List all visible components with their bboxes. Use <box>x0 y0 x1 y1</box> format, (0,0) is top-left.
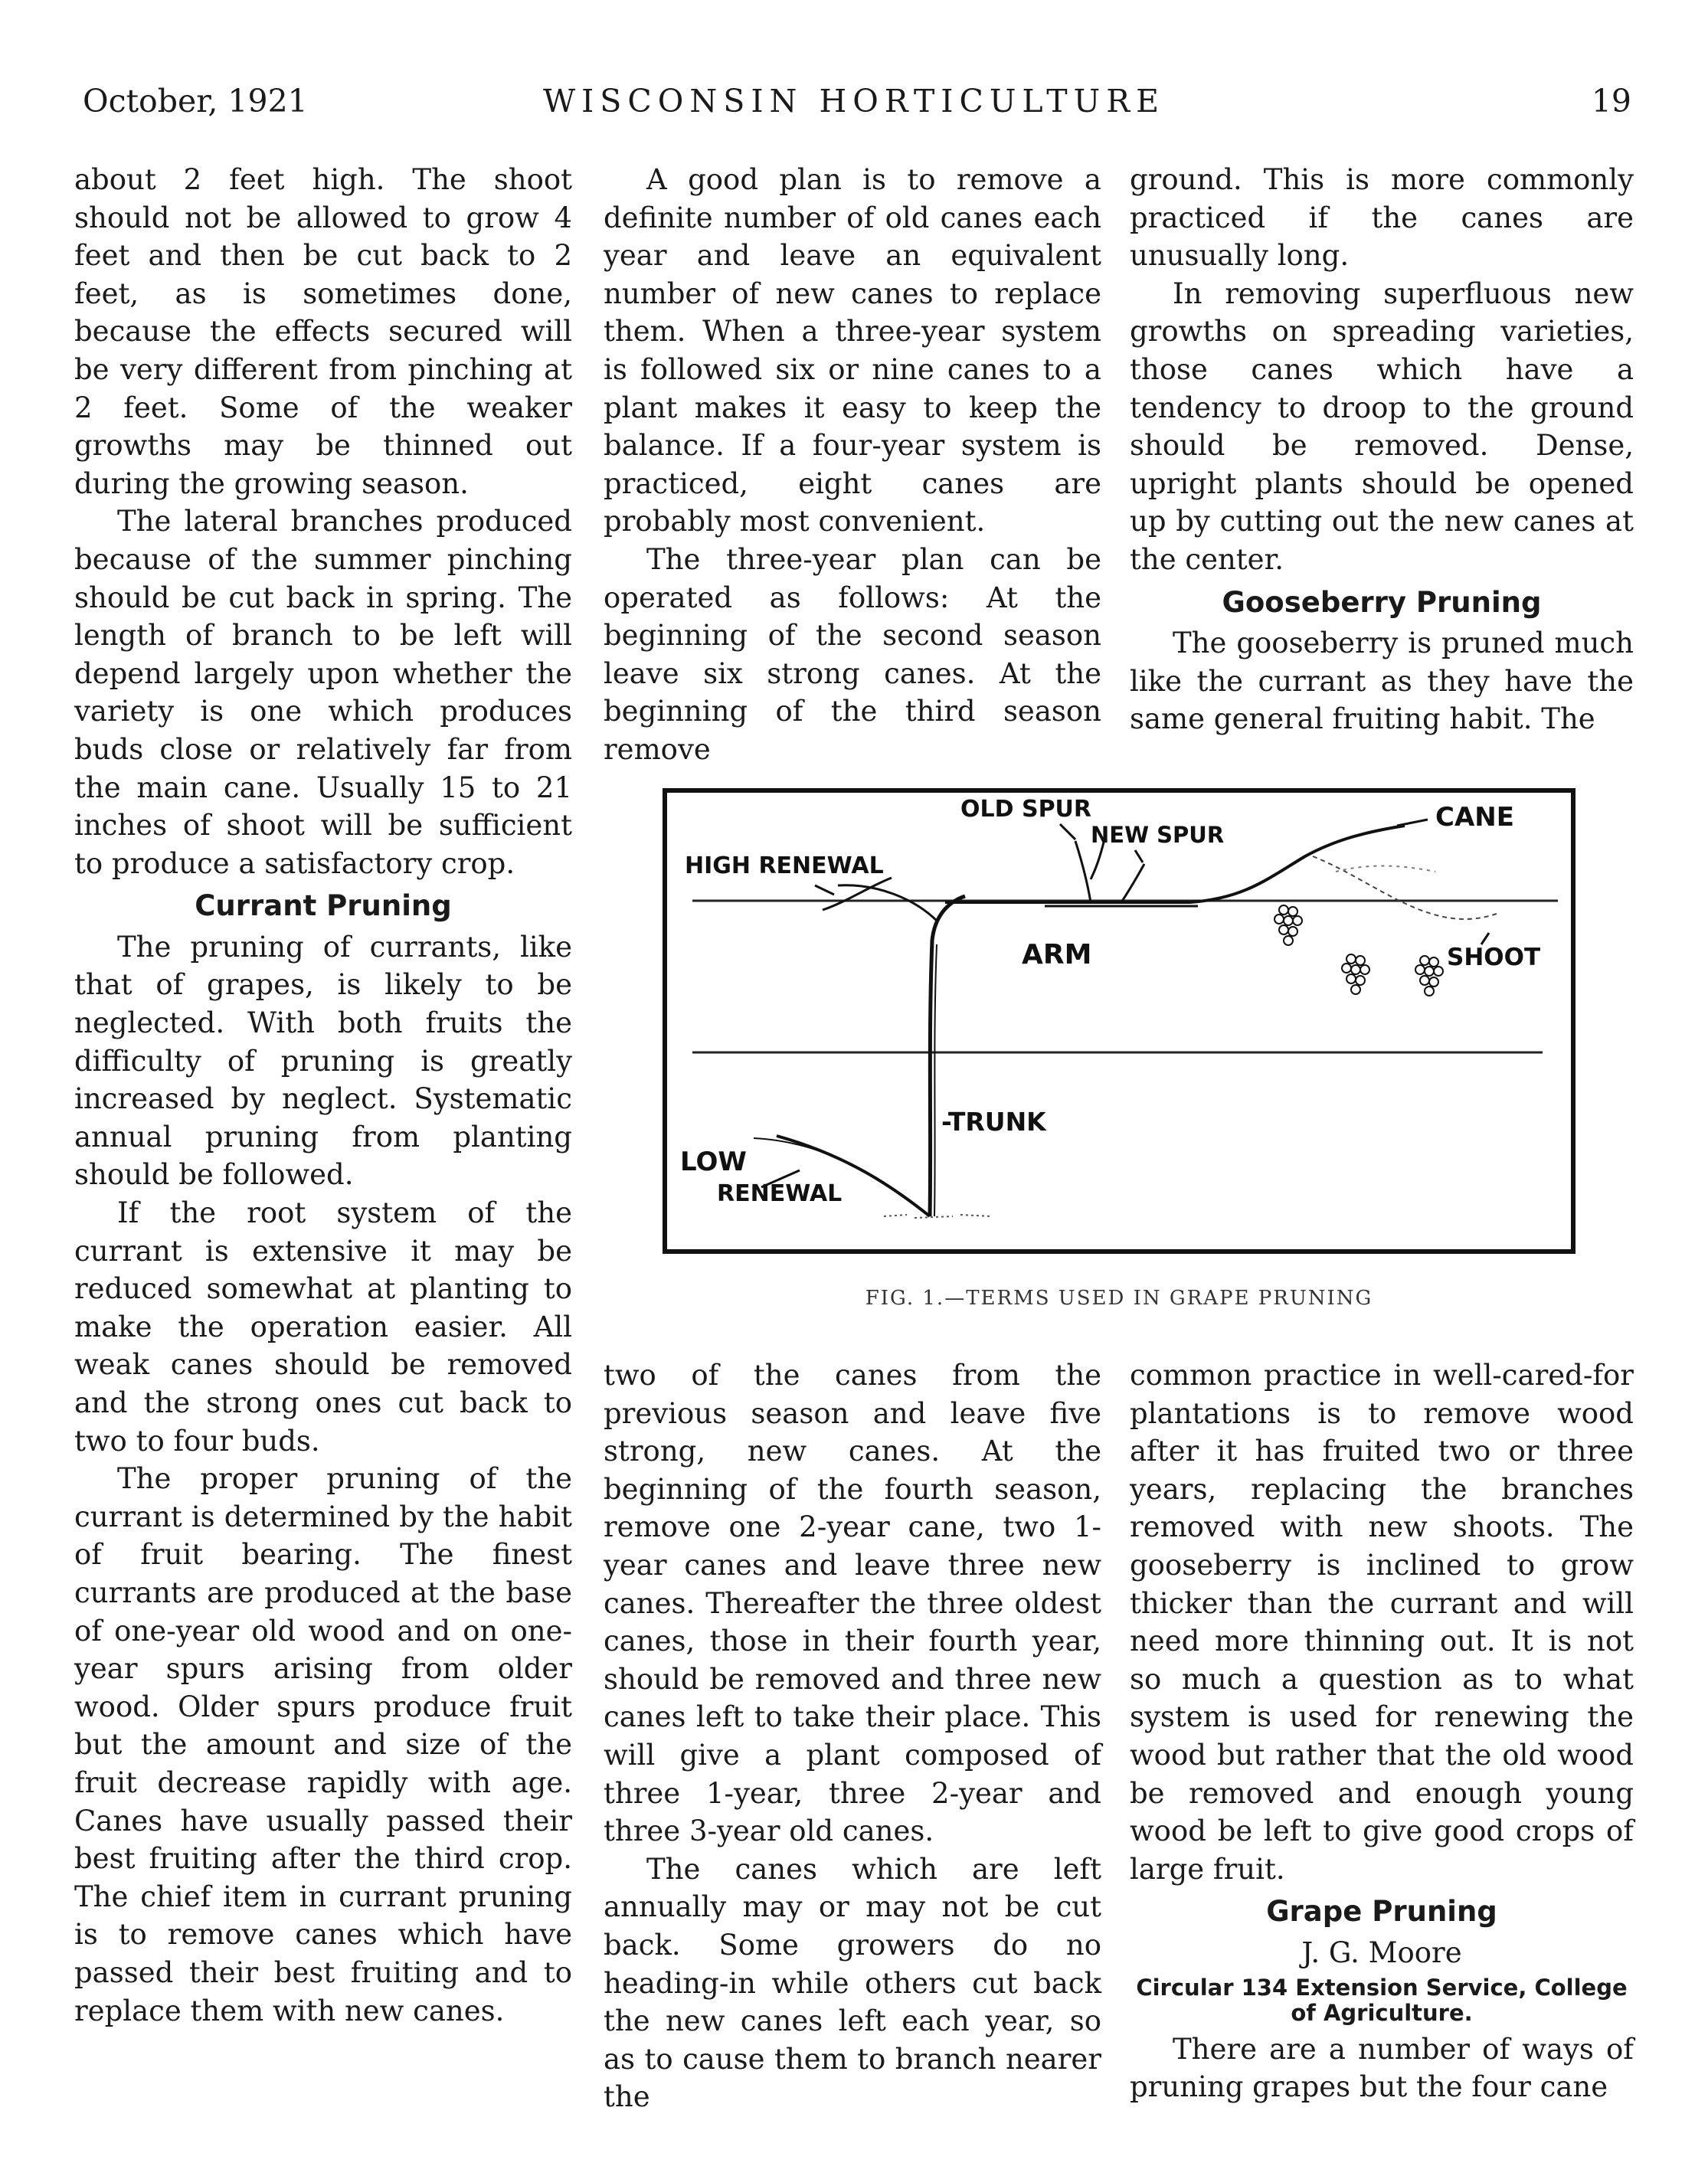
paragraph: In removing superfluous new growths on spreading varieties, those canes which have a tendency to droop to the ground should be removed. Dense, upright plants should be opened up by cutting out the new canes at the center. <box>1130 277 1634 576</box>
paragraph: There are a number of ways of pruning grapes but the four cane <box>1130 2032 1634 2104</box>
paragraph: The canes which are left annually may or may not be cut back. Some growers do no heading-in while others cut back the new canes left each year, so as to cause them to branch nearer the <box>604 1852 1101 2114</box>
page-number: 19 <box>1591 83 1631 119</box>
label-low: LOW <box>680 1147 747 1177</box>
journal-title: WISCONSIN HORTICULTURE <box>542 83 1166 119</box>
author-byline: J. G. Moore <box>1301 1936 1462 1969</box>
paragraph: The pruning of currants, like that of grapes, is likely to be neglected. With both fruits the difficulty of pruning is greatly increased by neglect. Systematic annual pruning from planting should be followed. <box>74 930 572 1192</box>
grape-pruning-figure <box>662 787 1576 1255</box>
paragraph: The lateral branches produced because of the summer pinching should be cut back in spring. The length of branch to be left will depend largely upon whether the variety is one which produces buds close or relatively far from the main cane. Usually 15 to 21 inches of shoot will be sufficient to produce a satisfactory crop. <box>74 505 572 880</box>
label-high-renewal: HIGH RENEWAL <box>685 852 884 879</box>
column-2-top <box>604 161 1101 769</box>
section-heading-gooseberry: Gooseberry Pruning <box>1222 585 1542 619</box>
label-renewal: RENEWAL <box>717 1180 843 1207</box>
section-heading-currant: Currant Pruning <box>195 889 452 923</box>
label-trunk: -TRUNK <box>941 1107 1046 1137</box>
label-shoot: SHOOT <box>1447 944 1541 971</box>
label-new-spur: NEW SPUR <box>1091 822 1225 848</box>
paragraph: The three-year plan can be operated as follows: At the beginning of the second season leave six strong canes. At the beginning of the third season remove <box>604 542 1101 766</box>
column-3-top <box>1130 161 1634 738</box>
column-1 <box>74 161 572 2030</box>
header-date: October, 1921 <box>83 83 308 119</box>
paragraph: If the root system of the currant is extensive it may be reduced somewhat at planting to make the operation easier. All weak canes should be removed and the strong ones cut back to two to four buds. <box>74 1196 572 1458</box>
label-cane: CANE <box>1435 802 1514 833</box>
column-2-bottom <box>604 1356 1101 2116</box>
grape-vine-illustration <box>662 787 1576 1255</box>
column-3-bottom <box>1130 1356 1634 2106</box>
paragraph: ground. This is more commonly practiced if the canes are unusually long. <box>1130 163 1634 273</box>
paragraph: common practice in well-cared-for plantations is to remove wood after it has fruited two or three years, replacing the branches removed with new shoots. The gooseberry is inclined to grow thicker than the currant and will need more thinning out. It is not so much a question as to what system is used for renewing the wood but rather that the old wood be removed and enough young wood be left to give good crops of large fruit. <box>1130 1359 1634 1886</box>
paragraph: two of the canes from the previous season and leave five strong, new canes. At the beginning of the fourth season, remove one 2-year cane, two 1-year canes and leave three new canes. Thereafter the three oldest canes, those in their fourth year, should be removed and three new canes left to take their place. This will give a plant composed of three 1-year, three 2-year and three 3-year old canes. <box>604 1359 1101 1848</box>
figure-caption: FIG. 1.—TERMS USED IN GRAPE PRUNING <box>865 1287 1373 1310</box>
section-heading-grape: Grape Pruning <box>1266 1895 1497 1929</box>
paragraph: The gooseberry is pruned much like the currant as they have the same general fruiting habit. The <box>1130 627 1634 736</box>
circular-citation: Circular 134 Extension Service, College of Agriculture. <box>1136 1974 1628 2026</box>
paragraph: about 2 feet high. The shoot should not be allowed to grow 4 feet and then be cut back to 2 feet, as is sometimes done, because the effects secured will be very different from pinching at 2 feet. Some of the weaker growths may be thinned out during the growing season. <box>74 163 572 500</box>
label-arm: ARM <box>1022 939 1092 970</box>
paragraph: A good plan is to remove a definite number of old canes each year and leave an equivalent number of new canes to replace them. When a three-year system is followed six or nine canes to a plant makes it easy to keep the balance. If a four-year system is practiced, eight canes are probably most convenient. <box>604 163 1101 538</box>
label-old-spur: OLD SPUR <box>960 796 1092 823</box>
paragraph: The proper pruning of the currant is determined by the habit of fruit bearing. The finest currants are produced at the base of one-year old wood and on one-year spurs arising from older wood. Older spurs produce fruit but the amount and size of the fruit decrease rapidly with age. Canes have usually passed their best fruiting after the third crop. The chief item in currant pruning is to remove canes which have passed their best fruiting and to replace them with new canes. <box>74 1462 572 2027</box>
